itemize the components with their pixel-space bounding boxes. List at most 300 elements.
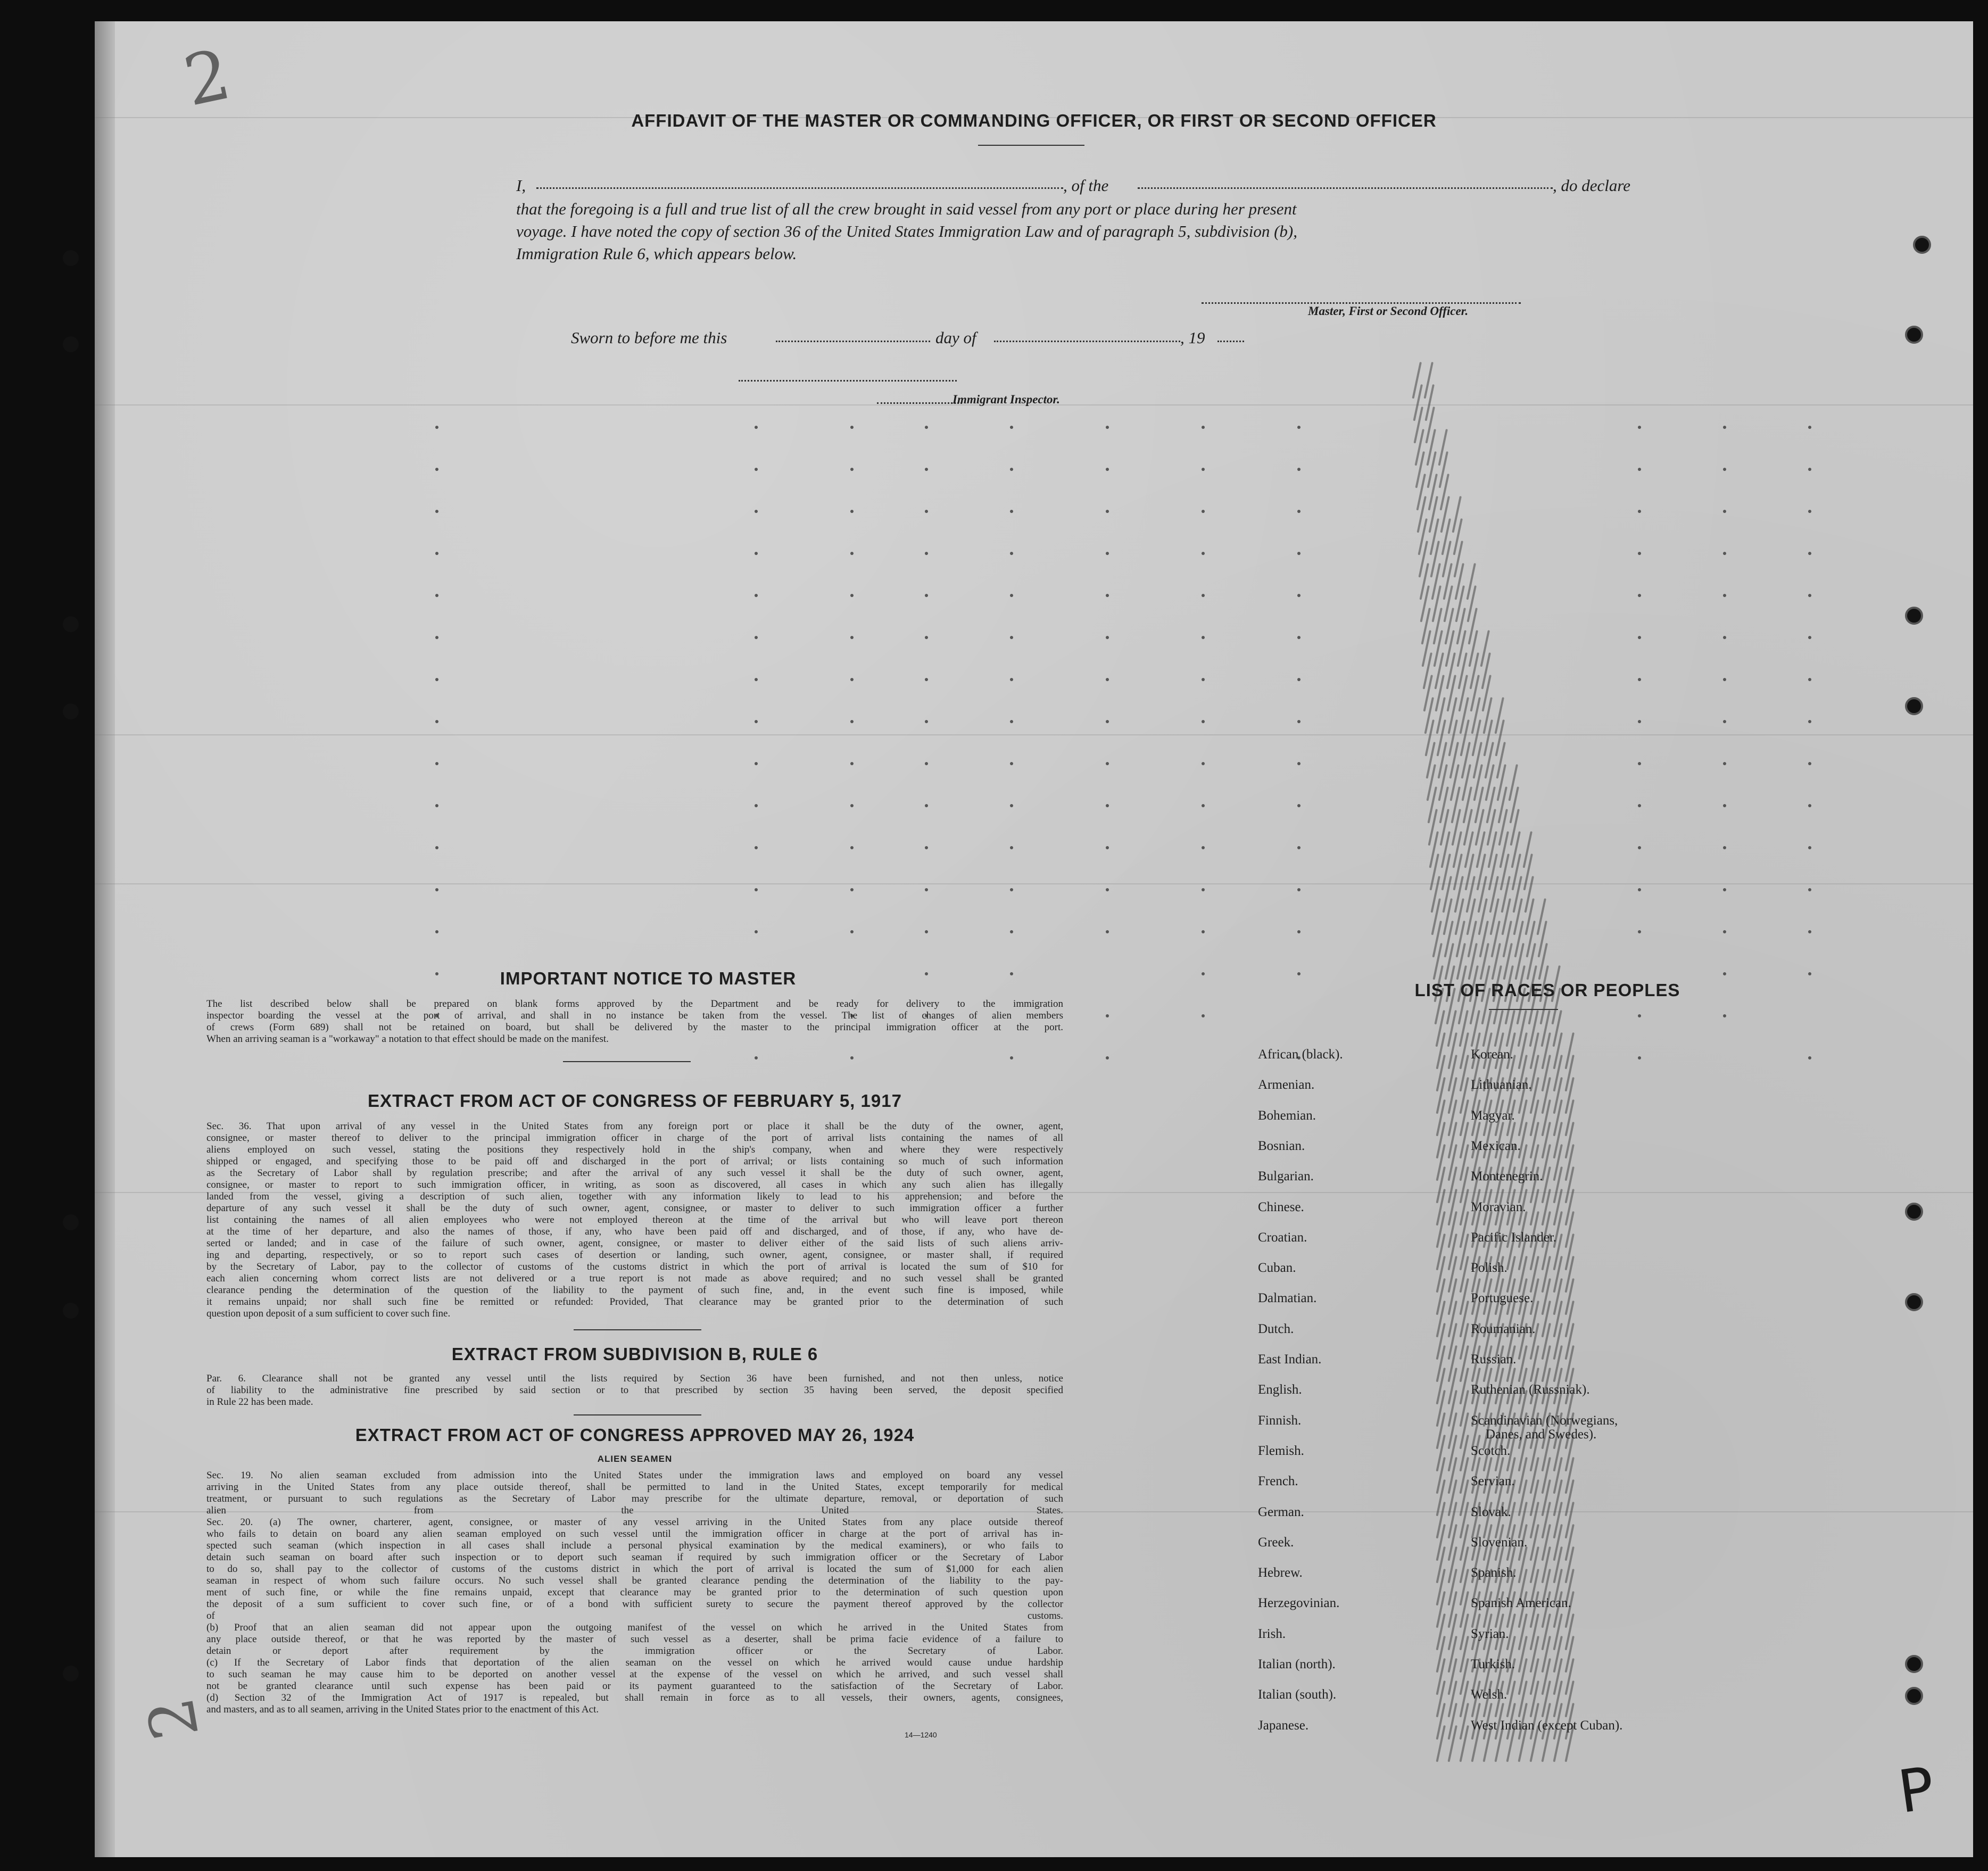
bleed-dot	[1638, 888, 1641, 891]
race-item-continuation: Danes, and Swedes).	[1486, 1427, 1597, 1442]
extract-1917-body	[206, 1121, 1063, 1320]
race-item: Pacific Islander.	[1471, 1230, 1557, 1245]
bleed-dot	[925, 846, 928, 849]
bleed-dot	[1297, 804, 1301, 807]
bleed-dot	[925, 678, 928, 681]
bleed-dot	[435, 468, 438, 471]
paragraph-line: of liability to the administrative fine prescribed by said section or to that prescribed by section 35 having been served, the deposit specified	[206, 1385, 1063, 1396]
punch-hole	[63, 250, 79, 266]
race-item: Flemish.	[1258, 1443, 1304, 1458]
bleed-dot	[1808, 1056, 1811, 1059]
paragraph-line: (c) If the Secretary of Labor finds that deportation of the alien seaman on the vessel on which he arrived would cause undue hardship	[206, 1657, 1063, 1668]
paragraph-line: spected such seaman (which inspection in all cases shall include a personal physical examination by the medical examiners), or who fails to	[206, 1540, 1063, 1551]
bleed-dot	[1723, 720, 1726, 723]
inspector-signature-blank	[739, 380, 957, 382]
bleed-dot	[1297, 678, 1301, 681]
race-item: Ruthenian (Russniak).	[1471, 1382, 1590, 1397]
bleed-dot	[1010, 1056, 1013, 1059]
bleed-dot	[1723, 510, 1726, 513]
bleed-dot	[1808, 468, 1811, 471]
bleed-dot	[1010, 804, 1013, 807]
paragraph-line: at the time of her departure, and also the names of those, if any, who have been paid off and discharged, and of those, if any, who have de-	[206, 1226, 1063, 1237]
tally-stroke	[1564, 1032, 1574, 1069]
race-item: German.	[1258, 1504, 1304, 1519]
paragraph-line: Sec. 36. That upon arrival of any vessel in the United States from any foreign port or place it shall be the duty of the owner, agent,	[206, 1121, 1063, 1132]
race-item: Bosnian.	[1258, 1138, 1305, 1153]
bleed-dot	[1808, 846, 1811, 849]
notice-body	[206, 998, 1063, 1045]
vessel-blank	[1138, 187, 1553, 189]
bleed-dot	[1638, 426, 1641, 429]
bleed-dot	[850, 594, 854, 597]
bleed-dot	[1638, 762, 1641, 765]
race-item: Roumanian.	[1471, 1321, 1536, 1336]
bleed-dot	[1202, 426, 1205, 429]
bleed-dot	[755, 510, 758, 513]
race-item: Turkish.	[1471, 1657, 1515, 1671]
paragraph-line: Sec. 19. No alien seaman excluded from admission into the United States under the immigration laws and employed on board any vessel	[206, 1470, 1063, 1481]
bleed-dot	[1723, 804, 1726, 807]
paragraph-line: detain such seaman on board after such inspection or to deport such seaman if required by such immigration officer or the Secretary of Labor	[206, 1552, 1063, 1563]
affidavit-title: AFFIDAVIT OF THE MASTER OR COMMANDING OFFICER, OR FIRST OR SECOND OFFICER	[631, 111, 1437, 130]
races-title: LIST OF RACES OR PEOPLES	[1414, 980, 1680, 1000]
race-item: Scotch.	[1471, 1443, 1511, 1458]
divider	[574, 1329, 701, 1330]
paragraph-line: seaman in respect of whom such failure occurs. No such vessel shall be granted clearance pending the determination of the liability to the pay-	[206, 1575, 1063, 1586]
handwritten-number: 2	[177, 34, 237, 122]
race-item: Montenegrin.	[1471, 1169, 1543, 1184]
race-item: West Indian (except Cuban).	[1471, 1718, 1623, 1733]
race-item: East Indian.	[1258, 1352, 1322, 1367]
bleed-dot	[1010, 468, 1013, 471]
bleed-dot	[1638, 804, 1641, 807]
race-item: Armenian.	[1258, 1078, 1315, 1092]
bleed-dot	[1202, 930, 1205, 933]
bleed-dot	[1010, 510, 1013, 513]
bleed-dot	[1723, 468, 1726, 471]
bleed-dot	[1723, 1014, 1726, 1017]
bleed-dot	[435, 552, 438, 555]
bleed-dot	[1106, 1056, 1109, 1059]
bleed-dot	[1010, 594, 1013, 597]
paragraph-line: clearance pending the determination of the question of the liability to the payment of such fine, and, in the event such fine is imposed, while	[206, 1285, 1063, 1296]
race-item: Spanish.	[1471, 1566, 1517, 1580]
bleed-dot	[1638, 930, 1641, 933]
notice-line: When an arriving seaman is a "workaway" a notation to that effect should be made on the manifest.	[206, 1033, 609, 1045]
bleed-dot	[1723, 552, 1726, 555]
paragraph-line: departure of any such vessel it shall be the duty of such owner, agent, consignee, or master to deliver to such immigration officer a further	[206, 1203, 1063, 1214]
bleed-dot	[1010, 888, 1013, 891]
paragraph-line: Par. 6. Clearance shall not be granted any vessel until the lists required by Section 36 have been furnished, and not then unless, notice	[206, 1373, 1063, 1384]
paragraph-line: the deposit of a sum sufficient to cover such fine, or of a bond with sufficient surety to secure the payment thereof approved by the collector	[206, 1599, 1063, 1610]
bleed-dot	[1638, 720, 1641, 723]
bleed-dot	[1010, 846, 1013, 849]
extract-1924-title: EXTRACT FROM ACT OF CONGRESS APPROVED MAY 26, 1924	[355, 1425, 915, 1445]
master-caption: Master, First or Second Officer.	[1308, 304, 1469, 318]
affidavit-line: Immigration Rule 6, which appears below.	[516, 244, 797, 263]
paragraph-line: in Rule 22 has been made.	[206, 1396, 313, 1408]
punch-hole	[1905, 1203, 1923, 1221]
race-item: Chinese.	[1258, 1199, 1304, 1214]
bleed-dot	[1808, 678, 1811, 681]
paragraph-line: to such seaman he may cause him to be deported on another vessel at the expense of the vessel on which he arrived, and such vessel shall	[206, 1669, 1063, 1680]
bleed-dot	[1106, 888, 1109, 891]
handwritten-letter: P	[1894, 1754, 1939, 1826]
race-item: Mexican.	[1471, 1138, 1521, 1153]
paragraph-line: arriving in the United States from any place outside thereof, shall be permitted to land in the United States, except temporarily for medical	[206, 1481, 1063, 1493]
bleed-dot	[1297, 468, 1301, 471]
paragraph-line: alien from the United States.	[206, 1505, 1063, 1516]
race-item: Japanese.	[1258, 1718, 1309, 1733]
paragraph-line: serted or landed; and in case of the failure of such owner, agent, consignee, or master to deliver either of the said lists of such aliens arriv-	[206, 1238, 1063, 1249]
bleed-dot	[435, 426, 438, 429]
sworn-year: , 19	[1180, 328, 1205, 347]
master-signature-blank	[1202, 302, 1521, 304]
race-item: Italian (south).	[1258, 1687, 1337, 1702]
inspector-short-blank	[877, 402, 962, 404]
race-item: Moravian.	[1471, 1199, 1526, 1214]
bleed-dot	[925, 636, 928, 639]
punch-hole	[1905, 697, 1923, 715]
notice-line: of crews (Form 689) shall not be retained on board, but shall be delivered by the master to the principal immigration officer at the port.	[206, 1022, 1063, 1033]
bleed-dot	[1638, 552, 1641, 555]
punch-hole	[1905, 1293, 1923, 1311]
extract-1917-title: EXTRACT FROM ACT OF CONGRESS OF FEBRUARY 5, 1917	[368, 1091, 902, 1111]
bleed-dot	[1202, 510, 1205, 513]
punch-hole	[1905, 1655, 1923, 1673]
bleed-dot	[435, 762, 438, 765]
bleed-dot	[1297, 930, 1301, 933]
paragraph-line: treatment, or pursuant to such regulations as the Secretary of Labor may prescribe for the ultimate departure, removal, or deportation of such	[206, 1493, 1063, 1504]
affidavit-line: that the foregoing is a full and true list of all the crew brought in said vessel from any port or place during her present	[516, 200, 1297, 218]
binding-strip	[95, 21, 115, 1857]
affidavit-line: voyage. I have noted the copy of section 36 of the United States Immigration Law and of paragraph 5, subdivision (b),	[516, 222, 1297, 241]
bleed-dot	[1808, 762, 1811, 765]
bleed-dot	[1723, 678, 1726, 681]
title-underline	[978, 145, 1084, 146]
race-item: French.	[1258, 1474, 1298, 1489]
sworn-prefix: Sworn to before me this	[571, 328, 727, 347]
bleed-dot	[1010, 552, 1013, 555]
bleed-dot	[1010, 720, 1013, 723]
bleed-dot	[435, 678, 438, 681]
bleed-dot	[1297, 888, 1301, 891]
bleed-dot	[1723, 846, 1726, 849]
bleed-dot	[435, 888, 438, 891]
bleed-dot	[755, 552, 758, 555]
bleed-dot	[1106, 552, 1109, 555]
extract-rule6-title: EXTRACT FROM SUBDIVISION B, RULE 6	[451, 1344, 818, 1364]
bleed-dot	[1723, 594, 1726, 597]
extract-rule6-body	[206, 1373, 1063, 1408]
bleed-dot	[1202, 720, 1205, 723]
race-item: Bulgarian.	[1258, 1169, 1314, 1184]
handwritten-number-bottom: 2	[134, 1692, 214, 1745]
punch-hole	[63, 336, 79, 352]
bleed-dot	[1638, 510, 1641, 513]
notice-line: The list described below shall be prepared on blank forms approved by the Department and be ready for delivery to the immigration	[206, 998, 1063, 1009]
sworn-month-blank	[994, 341, 1180, 342]
bleed-dot	[1106, 468, 1109, 471]
paragraph-line: aliens employed on such vessel, stating the positions they respectively hold in the ship's company, when and where they were respectively	[206, 1144, 1063, 1155]
bleed-dot	[1297, 426, 1301, 429]
notice-title: IMPORTANT NOTICE TO MASTER	[500, 968, 797, 988]
race-item: English.	[1258, 1382, 1302, 1397]
bleed-dot	[1297, 636, 1301, 639]
punch-hole	[1905, 607, 1923, 625]
faint-rule	[95, 734, 1973, 735]
paragraph-line: to do so, shall pay to the collector of customs of the customs district in which the port of arrival is located the sum of $1,000 for each alien	[206, 1563, 1063, 1575]
race-item: Slovak.	[1471, 1504, 1511, 1519]
races-underline	[1489, 1009, 1558, 1010]
bleed-dot	[1202, 972, 1205, 975]
bleed-dot	[755, 636, 758, 639]
race-item: Syrian.	[1471, 1626, 1509, 1641]
bleed-dot	[1297, 720, 1301, 723]
race-item: Bohemian.	[1258, 1108, 1316, 1123]
punch-hole	[63, 703, 79, 719]
punch-hole	[1913, 236, 1931, 254]
bleed-dot	[1808, 552, 1811, 555]
bleed-dot	[1106, 930, 1109, 933]
race-item: Croatian.	[1258, 1230, 1307, 1245]
race-item: Finnish.	[1258, 1413, 1302, 1428]
bleed-dot	[1106, 426, 1109, 429]
bleed-dot	[755, 762, 758, 765]
paragraph-line: of customs.	[206, 1610, 1063, 1621]
bleed-dot	[435, 846, 438, 849]
race-item: Welsh.	[1471, 1687, 1507, 1702]
race-item: Polish.	[1471, 1261, 1507, 1276]
bleed-dot	[755, 888, 758, 891]
affidavit-declare: , do declare	[1553, 176, 1631, 195]
paragraph-line: shipped or engaged, and specifying those to be paid off and discharged in the port of arrival; or lists containing so much of such information	[206, 1156, 1063, 1167]
bleed-dot	[1808, 636, 1811, 639]
paragraph-line: by the Secretary of Labor, pay to the collector of customs of the customs district in which the port of arrival is located the sum of $10 for	[206, 1261, 1063, 1272]
bleed-dot	[850, 930, 854, 933]
notice-line: inspector boarding the vessel at the port of arrival, and shall in no instance be taken from the vessel. The list of changes of alien members	[206, 1010, 1063, 1021]
paragraph-line: and masters, and as to all seamen, arriving in the United States prior to the enactment of this Act.	[206, 1704, 599, 1715]
bleed-dot	[925, 888, 928, 891]
bleed-dot	[1202, 888, 1205, 891]
paragraph-line: it remains unpaid; nor shall such fine be remitted or refunded: Provided, That clearance may be granted prior to the determination of such	[206, 1296, 1063, 1307]
affidavit-paragraph	[516, 198, 1703, 265]
bleed-dot	[850, 888, 854, 891]
bleed-dot	[755, 594, 758, 597]
bleed-dot	[435, 720, 438, 723]
bleed-dot	[755, 678, 758, 681]
race-item: Greek.	[1258, 1535, 1294, 1550]
bleed-dot	[1808, 594, 1811, 597]
race-item: Portuguese.	[1471, 1291, 1534, 1306]
paragraph-line: question upon deposit of a sum sufficient to cover such fine.	[206, 1308, 451, 1319]
bleed-dot	[850, 846, 854, 849]
bleed-dot	[1723, 762, 1726, 765]
paragraph-line: Sec. 20. (a) The owner, charterer, agent, consignee, or master of any vessel arriving in the United States from any place outside thereof	[206, 1517, 1063, 1528]
faint-rule	[95, 883, 1973, 884]
extract-1924-subtitle: ALIEN SEAMEN	[597, 1454, 673, 1464]
bleed-dot	[850, 426, 854, 429]
bleed-dot	[925, 720, 928, 723]
bleed-dot	[1638, 1056, 1641, 1059]
bleed-dot	[435, 804, 438, 807]
paragraph-line: consignee, or master thereof to deliver to the principal immigration officer in charge of the port of arrival lists containing the names of all	[206, 1132, 1063, 1144]
race-item: Slovenian.	[1471, 1535, 1528, 1550]
bleed-dot	[850, 552, 854, 555]
bleed-dot	[1010, 426, 1013, 429]
bleed-dot	[1106, 720, 1109, 723]
bleed-dot	[1010, 636, 1013, 639]
bleed-dot	[1808, 720, 1811, 723]
sworn-day-of: day of	[935, 328, 976, 347]
punch-hole	[63, 1214, 79, 1230]
divider	[574, 1414, 701, 1415]
paragraph-line: as the Secretary of Labor shall by regulation prescribe; and after the arrival of any such vessel it shall be the duty of such owner, agent,	[206, 1168, 1063, 1179]
sworn-day-blank	[776, 341, 930, 342]
bleed-dot	[1202, 552, 1205, 555]
bleed-dot	[1106, 846, 1109, 849]
sworn-year-blank	[1217, 341, 1244, 342]
race-item: Lithuanian.	[1471, 1078, 1532, 1092]
paragraph-line: any place outside thereof, or that he was reported by the master of such vessel as a deserter, shall be prima facie evidence of a failure to	[206, 1634, 1063, 1645]
race-item: Magyar.	[1471, 1108, 1515, 1123]
paragraph-line: detain or deport after requirement by the immigration officer or the Secretary of Labor.	[206, 1645, 1063, 1657]
bleed-dot	[925, 594, 928, 597]
bleed-dot	[1297, 510, 1301, 513]
bleed-dot	[755, 720, 758, 723]
race-item: Russian.	[1471, 1352, 1517, 1367]
bleed-dot	[755, 846, 758, 849]
bleed-dot	[1723, 888, 1726, 891]
bleed-dot	[1202, 636, 1205, 639]
bleed-dot	[1297, 762, 1301, 765]
bleed-dot	[755, 426, 758, 429]
bleed-dot	[1638, 594, 1641, 597]
punch-hole	[63, 616, 79, 632]
paragraph-line: consignee, or master to report to such immigration officer, in writing, as soon as discovered, all cases in which any such alien has illegally	[206, 1179, 1063, 1190]
race-item: Servian.	[1471, 1474, 1515, 1489]
race-item: Italian (north).	[1258, 1657, 1336, 1671]
bleed-dot	[850, 678, 854, 681]
bleed-dot	[1723, 426, 1726, 429]
paragraph-line: ment of such fine, or while the fine remains unpaid, except that clearance may be granted prior to the determination of such question upon	[206, 1587, 1063, 1598]
bleed-dot	[925, 930, 928, 933]
affidavit-of-the: , of the	[1063, 176, 1109, 195]
bleed-dot	[1723, 930, 1726, 933]
bleed-dot	[1297, 594, 1301, 597]
bleed-dot	[925, 510, 928, 513]
bleed-dot	[1808, 804, 1811, 807]
bleed-dot	[925, 762, 928, 765]
bleed-dot	[925, 468, 928, 471]
bleed-dot	[1808, 426, 1811, 429]
race-item: Korean.	[1471, 1047, 1513, 1062]
race-item: Dutch.	[1258, 1321, 1294, 1336]
bleed-dot	[850, 720, 854, 723]
bleed-dot	[1723, 972, 1726, 975]
paragraph-line: who fails to detain on board any alien seaman employed on such vessel until the immigration officer in charge at the port of arrival has in-	[206, 1528, 1063, 1539]
race-item: Irish.	[1258, 1626, 1286, 1641]
inspector-caption: Immigrant Inspector.	[952, 393, 1060, 406]
paragraph-line: landed from the vessel, giving a description of such alien, together with any information likely to lead to his apprehension; and before the	[206, 1191, 1063, 1202]
bleed-dot	[1202, 678, 1205, 681]
bleed-dot	[1808, 510, 1811, 513]
bleed-dot	[1106, 678, 1109, 681]
bleed-dot	[1202, 1014, 1205, 1017]
bleed-dot	[1202, 468, 1205, 471]
bleed-dot	[925, 552, 928, 555]
bleed-dot	[925, 426, 928, 429]
bleed-dot	[1010, 762, 1013, 765]
punch-hole	[63, 1666, 79, 1682]
bleed-dot	[1808, 930, 1811, 933]
race-item: Cuban.	[1258, 1261, 1296, 1276]
bleed-dot	[850, 804, 854, 807]
paragraph-line: not be granted clearance until such expense has been paid or its payment guaranteed to the satisfaction of the Secretary of Labor.	[206, 1680, 1063, 1692]
bleed-dot	[1297, 846, 1301, 849]
document-page	[95, 21, 1973, 1857]
bleed-dot	[850, 468, 854, 471]
bleed-dot	[1297, 972, 1301, 975]
bleed-dot	[850, 762, 854, 765]
race-item: Spanish American.	[1471, 1596, 1571, 1611]
bleed-dot	[1638, 678, 1641, 681]
bleed-dot	[1202, 762, 1205, 765]
bleed-dot	[1106, 804, 1109, 807]
bleed-dot	[755, 1056, 758, 1059]
bleed-dot	[435, 510, 438, 513]
form-number: 14—1240	[905, 1731, 937, 1739]
bleed-dot	[1202, 594, 1205, 597]
race-item: African (black).	[1258, 1047, 1343, 1062]
bleed-dot	[1106, 636, 1109, 639]
race-item: Dalmatian.	[1258, 1291, 1317, 1306]
bleed-dot	[850, 510, 854, 513]
punch-hole	[1905, 1687, 1923, 1705]
bleed-dot	[755, 804, 758, 807]
paragraph-line: list containing the names of all alien employees who were not employed thereon at the time of the arrival but who will leave port thereon	[206, 1214, 1063, 1226]
bleed-dot	[1106, 1014, 1109, 1017]
bleed-dot	[1723, 636, 1726, 639]
bleed-dot	[1010, 678, 1013, 681]
extract-1924-body	[206, 1470, 1063, 1716]
affidavit-i: I,	[516, 176, 526, 195]
bleed-dot	[1638, 468, 1641, 471]
bleed-dot	[435, 636, 438, 639]
bleed-dot	[1106, 762, 1109, 765]
bleed-dot	[850, 1056, 854, 1059]
bleed-dot	[435, 594, 438, 597]
paragraph-line: ing and departing, respectively, or so to report such cases of desertion or landing, such owner, agent, consignee, or master shall, if required	[206, 1249, 1063, 1261]
punch-hole	[1905, 326, 1923, 344]
punch-hole	[63, 1303, 79, 1319]
bleed-dot	[755, 930, 758, 933]
bleed-dot	[755, 468, 758, 471]
bleed-dot	[1808, 888, 1811, 891]
bleed-dot	[1106, 594, 1109, 597]
race-item: Scandinavian (Norwegians,	[1471, 1413, 1618, 1428]
bleed-dot	[850, 636, 854, 639]
bleed-dot	[1638, 636, 1641, 639]
bleed-dot	[1297, 552, 1301, 555]
bleed-dot	[1010, 930, 1013, 933]
bleed-dot	[1202, 846, 1205, 849]
bleed-dot	[435, 930, 438, 933]
bleed-dot	[1808, 972, 1811, 975]
race-item: Herzegovinian.	[1258, 1596, 1340, 1611]
race-item: Hebrew.	[1258, 1566, 1303, 1580]
bleed-dot	[1106, 510, 1109, 513]
